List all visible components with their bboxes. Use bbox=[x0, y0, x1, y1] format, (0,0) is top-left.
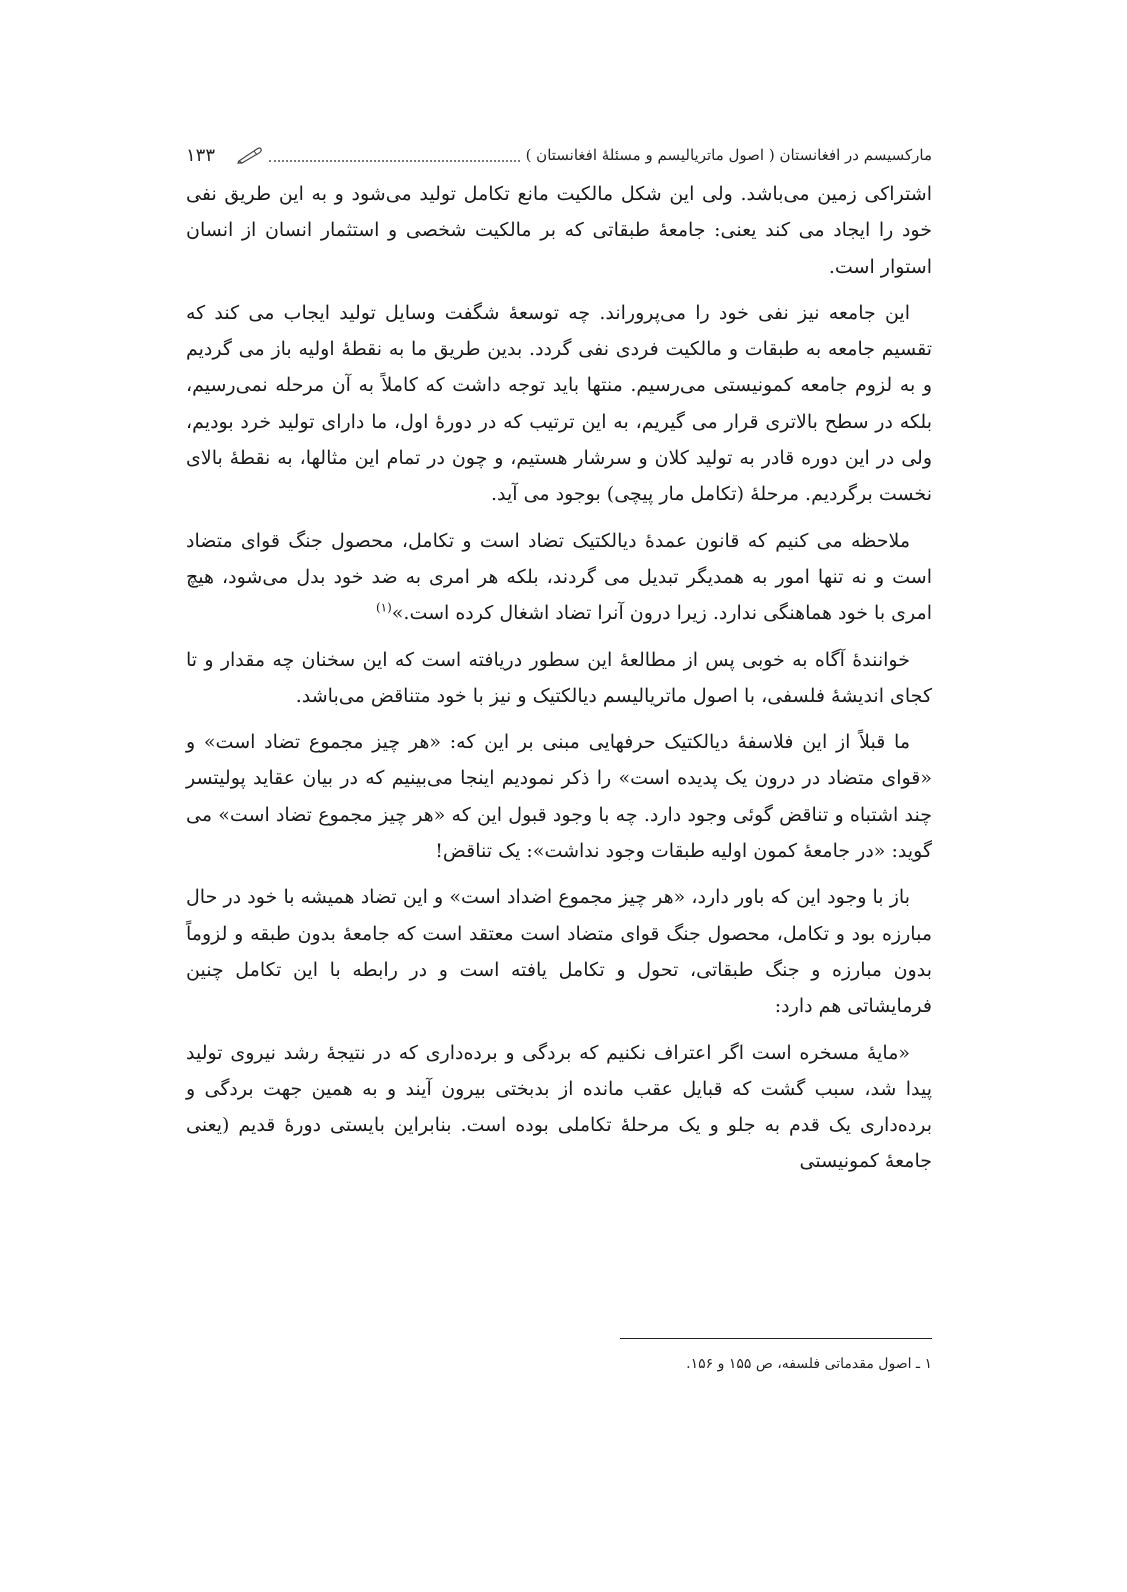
paragraph: اشتراکی زمین می‌باشد. ولی این شکل مالکیت مانع تکامل تولید می‌شود و به این طریق نفی خود را ایجاد می کند یعنی: جامعهٔ طبقاتی که بر مالکیت شخصی و استثمار انسان از انسان استوار است. bbox=[186, 183, 932, 278]
footnote: ۱ ـ اصول مقدماتی فلسفه، ص ۱۵۵ و ۱۵۶. bbox=[686, 1356, 932, 1372]
paragraph: «مایهٔ مسخره است اگر اعتراف نکنیم که بردگی و برده‌داری که در نتیجهٔ رشد نیروی تولید پیدا شد، سبب گشت که قبایل عقب مانده از بدبختی بیرون آیند و به همین جهت بردگی و برده‌داری یک قدم به جلو و یک مرحلهٔ تکاملی بوده است. بنابراین بایستی دورهٔ قدیم (یعنی جامعهٔ کمونیستی bbox=[186, 1041, 932, 1173]
pen-icon bbox=[237, 146, 263, 164]
page-number: ۱۳۳ bbox=[186, 144, 216, 166]
running-header-title: مارکسیسم در افغانستان ( اصول ماتریالیسم و مسئلهٔ افغانستان ) bbox=[525, 146, 932, 164]
paragraph: خوانندهٔ آگاه به خوبی پس از مطالعهٔ این سطور دریافته است که این سخنان چه مقدار و تا کجای اندیشهٔ فلسفی، با اصول ماتریالیسم دیالکتیک و نیز با خود متناقض می‌باشد. bbox=[186, 648, 932, 707]
paragraph: ما قبلاً از این فلاسفهٔ دیالکتیک حرفهایی مبنی بر این که: «هر چیز مجموع تضاد است» و «قوای متضاد در درون یک پدیده است» را ذکر نمودیم اینجا می‌بینیم که در بیان عقاید پولیتسر چند اشتباه و تناقض گوئی وجود دارد. چه با وجود قبول این که «هر چیز مجموع تضاد است» می گوید: «در جامعهٔ کمون اولیه طبقات وجود نداشت»: یک تناقض! bbox=[186, 731, 932, 863]
running-header bbox=[186, 138, 932, 172]
paragraph-text: ملاحظه می کنیم که قانون عمدهٔ دیالکتیک تضاد است و تکامل، محصول جنگ قوای متضاد است و نه تنها امور به همدیگر تبدیل می گردند، بلکه هر امری به ضد خود بدل می‌شود، هیچ امری با خود هماهنگی ندارد. زیرا درون آنرا تضاد اشغال کرده است.» bbox=[186, 529, 932, 625]
header-dotted-leader bbox=[269, 160, 520, 162]
footnote-separator bbox=[620, 1338, 932, 1339]
footnote-marker: (۱) bbox=[375, 600, 392, 615]
paragraph: باز با وجود این که باور دارد، «هر چیز مجموع اضداد است» و این تضاد همیشه با خود در حال مبارزه بود و تکامل، محصول جنگ قوای متضاد است معتقد است که جامعهٔ بدون طبقه و لزوماً بدون مبارزه و جنگ طبقاتی، تحول و تکامل یافته است و در رابطه با این تکامل چنین فرمایشاتی هم دارد: bbox=[186, 886, 932, 1018]
main-text bbox=[186, 176, 932, 1190]
paragraph: این جامعه نیز نفی خود را می‌پروراند. چه توسعهٔ شگفت وسایل تولید ایجاب می کند که تقسیم جامعه به طبقات و مالکیت فردی نفی گردد. بدین طریق ما به نقطهٔ اولیه باز می گردیم و به لزوم جامعه کمونیستی می‌رسیم. منتها باید توجه داشت که کاملاً به آن مرحله نمی‌رسیم، بلکه در سطح بالاتری قرار می گیریم، به این ترتیب که در دورهٔ اول، ما دارای تولید خرد بودیم، ولی در این دوره قادر به تولید کلان و سرشار هستیم، و چون در تمام این مثالها، به نقطهٔ بالای نخست برگردیم. مرحلهٔ (تکامل مار پیچی) بوجود می آید. bbox=[186, 301, 932, 506]
paragraph-with-footnote bbox=[186, 523, 932, 632]
